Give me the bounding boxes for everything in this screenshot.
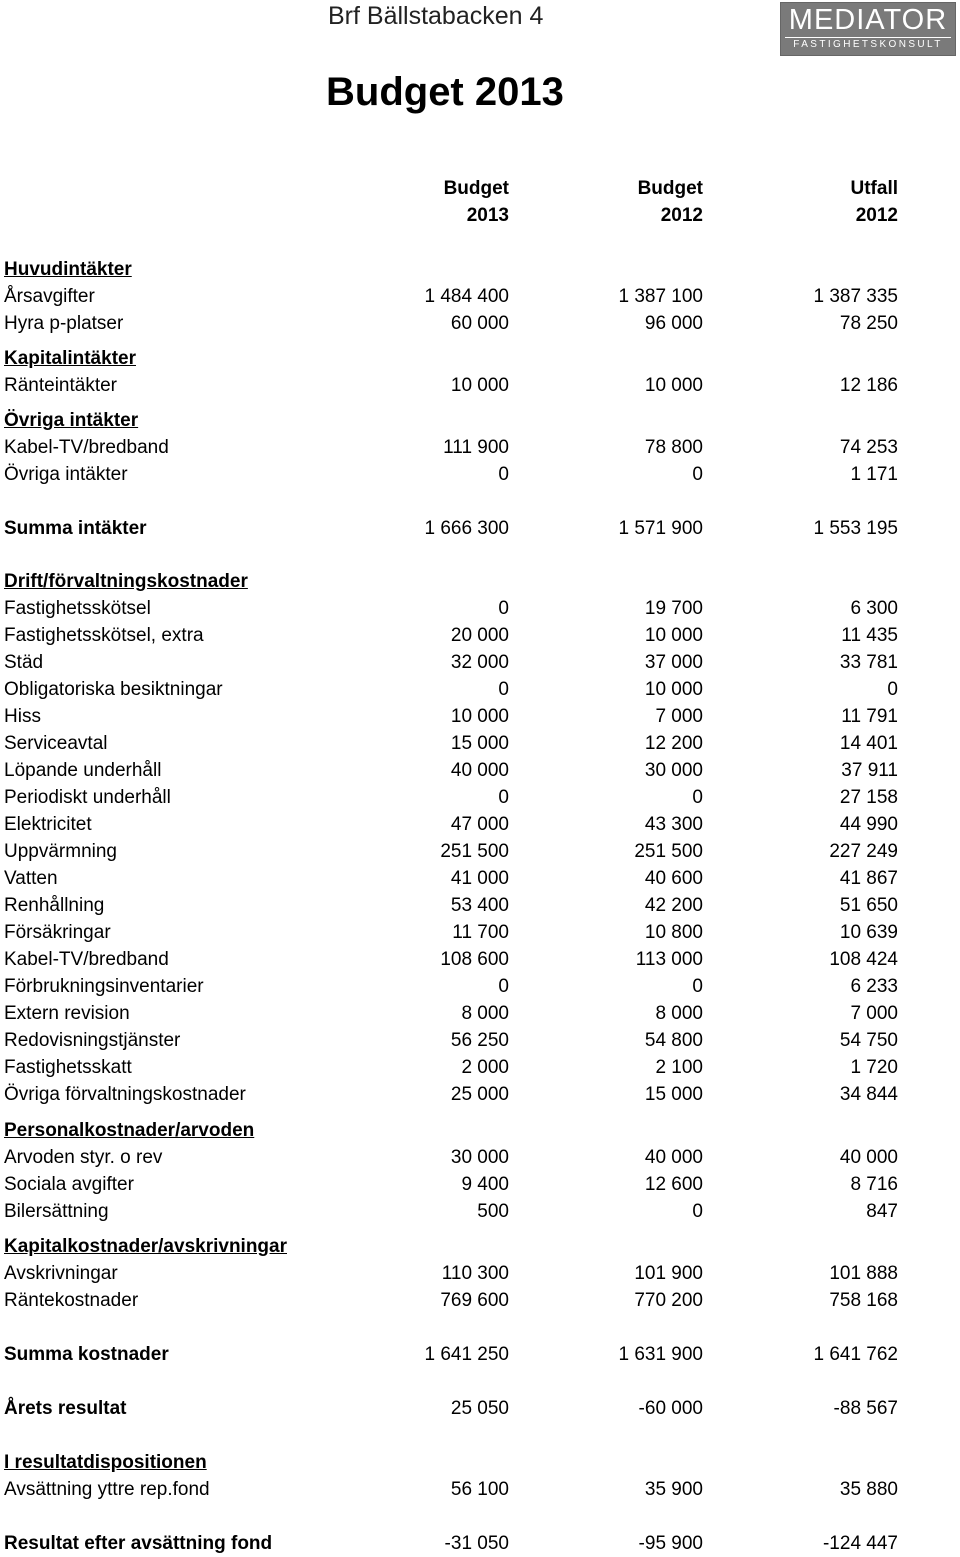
budget-2013-value: 1 641 250 <box>424 1344 509 1365</box>
budget-2012-value: 2 100 <box>655 1057 703 1078</box>
table-row <box>0 1476 960 1503</box>
budget-2012-value: -60 000 <box>638 1398 703 1419</box>
section-heading-row <box>0 1449 960 1476</box>
table-row <box>0 1287 960 1314</box>
section-heading: Huvudintäkter <box>4 259 132 280</box>
utfall-2012-value: 7 000 <box>850 1003 898 1024</box>
utfall-2012-value: 1 387 335 <box>813 286 898 307</box>
utfall-2012-value: 12 186 <box>839 375 898 396</box>
budget-2012-value: 19 700 <box>644 598 703 619</box>
utfall-2012-value: 758 168 <box>829 1290 898 1311</box>
row-label: Ränteintäkter <box>4 375 118 396</box>
table-row <box>0 919 960 946</box>
budget-2013-value: 1 484 400 <box>424 286 509 307</box>
row-label: Hiss <box>4 706 41 727</box>
total-row <box>0 1395 960 1422</box>
budget-2013-value: 0 <box>498 787 509 808</box>
table-row <box>0 461 960 488</box>
row-label: Serviceavtal <box>4 733 108 754</box>
table-row <box>0 1054 960 1081</box>
total-row <box>0 1530 960 1557</box>
section-heading: Kapitalintäkter <box>4 348 136 369</box>
budget-2013-value: 0 <box>498 598 509 619</box>
budget-2013-value: 25 050 <box>450 1398 509 1419</box>
budget-2012-value: 43 300 <box>644 814 703 835</box>
budget-2012-value: 12 200 <box>644 733 703 754</box>
row-label: Årsavgifter <box>4 286 95 307</box>
utfall-2012-value: 1 171 <box>850 464 898 485</box>
column-header-line2: 2013 <box>466 205 509 226</box>
row-label: Fastighetsskatt <box>4 1057 132 1078</box>
section-heading-row <box>0 345 960 372</box>
table-row <box>0 946 960 973</box>
budget-2012-value: 7 000 <box>655 706 703 727</box>
table-row <box>0 865 960 892</box>
budget-2013-value: 500 <box>477 1201 509 1222</box>
row-label: Kabel-TV/bredband <box>4 437 169 458</box>
column-header-utfall-2012 <box>698 175 898 229</box>
utfall-2012-value: 1 720 <box>850 1057 898 1078</box>
budget-2013-value: 10 000 <box>450 706 509 727</box>
utfall-2012-value: 37 911 <box>841 760 898 781</box>
utfall-2012-value: 0 <box>887 679 898 700</box>
row-label: Försäkringar <box>4 922 111 943</box>
utfall-2012-value: 8 716 <box>850 1174 898 1195</box>
budget-2012-value: 0 <box>692 464 703 485</box>
budget-2012-value: 54 800 <box>644 1030 703 1051</box>
row-label: Periodiskt underhåll <box>4 787 171 808</box>
budget-2012-value: 10 000 <box>644 625 703 646</box>
row-label: Elektricitet <box>4 814 92 835</box>
budget-2013-value: -31 050 <box>444 1533 509 1554</box>
budget-2012-value: 15 000 <box>644 1084 703 1105</box>
row-label: Renhållning <box>4 895 105 916</box>
budget-2012-value: 10 000 <box>644 679 703 700</box>
row-label: Arvoden styr. o rev <box>4 1147 163 1168</box>
table-row <box>0 434 960 461</box>
row-label: Avsättning yttre rep.fond <box>4 1479 210 1500</box>
budget-2012-value: 37 000 <box>644 652 703 673</box>
row-label: Redovisningstjänster <box>4 1030 181 1051</box>
utfall-2012-value: 6 300 <box>850 598 898 619</box>
row-label: Summa intäkter <box>4 518 147 539</box>
utfall-2012-value: 51 650 <box>839 895 898 916</box>
row-label: Extern revision <box>4 1003 130 1024</box>
budget-2013-value: 0 <box>498 976 509 997</box>
budget-2012-value: 78 800 <box>644 437 703 458</box>
section-heading-row <box>0 1117 960 1144</box>
row-label: Räntekostnader <box>4 1290 139 1311</box>
column-header-line1: Budget <box>637 178 703 199</box>
budget-2012-value: 0 <box>692 1201 703 1222</box>
section-heading-row <box>0 1233 960 1260</box>
budget-2013-value: 25 000 <box>450 1084 509 1105</box>
total-row <box>0 1341 960 1368</box>
utfall-2012-value: 41 867 <box>839 868 898 889</box>
table-row <box>0 703 960 730</box>
budget-2012-value: 0 <box>692 787 703 808</box>
budget-2013-value: 56 100 <box>450 1479 509 1500</box>
budget-2013-value: 15 000 <box>450 733 509 754</box>
row-label: Förbrukningsinventarier <box>4 976 204 997</box>
budget-2012-value: -95 900 <box>638 1533 703 1554</box>
row-label: Kabel-TV/bredband <box>4 949 169 970</box>
section-heading-row <box>0 256 960 283</box>
row-label: Summa kostnader <box>4 1344 169 1365</box>
section-heading: Personalkostnader/arvoden <box>4 1120 255 1141</box>
table-row <box>0 1171 960 1198</box>
budget-2012-value: 96 000 <box>644 313 703 334</box>
budget-2013-value: 10 000 <box>450 375 509 396</box>
table-row <box>0 372 960 399</box>
table-row <box>0 649 960 676</box>
utfall-2012-value: 11 791 <box>841 706 898 727</box>
utfall-2012-value: 33 781 <box>839 652 898 673</box>
table-row <box>0 1000 960 1027</box>
logo-sub-text: FASTIGHETSKONSULT <box>785 37 951 52</box>
budget-2012-value: 12 600 <box>644 1174 703 1195</box>
table-row <box>0 310 960 337</box>
budget-2012-value: 35 900 <box>644 1479 703 1500</box>
document-title: Budget 2013 <box>326 70 564 114</box>
row-label: Avskrivningar <box>4 1263 118 1284</box>
row-label: Löpande underhåll <box>4 760 162 781</box>
budget-2012-value: 10 800 <box>644 922 703 943</box>
row-label: Övriga intäkter <box>4 464 128 485</box>
utfall-2012-value: -88 567 <box>833 1398 898 1419</box>
column-header-line2: 2012 <box>660 205 703 226</box>
table-row <box>0 1081 960 1108</box>
table-row <box>0 595 960 622</box>
budget-2012-value: 40 000 <box>644 1147 703 1168</box>
table-row <box>0 757 960 784</box>
budget-2013-value: 769 600 <box>440 1290 509 1311</box>
budget-2012-value: 1 631 900 <box>618 1344 703 1365</box>
utfall-2012-value: 40 000 <box>839 1147 898 1168</box>
utfall-2012-value: 34 844 <box>839 1084 898 1105</box>
table-row <box>0 1027 960 1054</box>
row-label: Övriga förvaltningskostnader <box>4 1084 246 1105</box>
budget-2013-value: 41 000 <box>450 868 509 889</box>
table-row <box>0 730 960 757</box>
budget-2012-value: 770 200 <box>634 1290 703 1311</box>
utfall-2012-value: 10 639 <box>839 922 898 943</box>
row-label: Uppvärmning <box>4 841 117 862</box>
utfall-2012-value: 227 249 <box>829 841 898 862</box>
section-heading-row <box>0 407 960 434</box>
budget-2013-value: 0 <box>498 464 509 485</box>
logo-main-text: MEDIATOR <box>788 4 948 36</box>
row-label: Vatten <box>4 868 58 889</box>
budget-2012-value: 1 387 100 <box>618 286 703 307</box>
organization-name: Brf Bällstabacken 4 <box>328 2 544 30</box>
column-header-line1: Utfall <box>850 178 898 199</box>
budget-2013-value: 11 700 <box>452 922 509 943</box>
budget-2013-value: 47 000 <box>450 814 509 835</box>
table-row <box>0 1198 960 1225</box>
mediator-logo <box>780 2 956 56</box>
column-header-budget-2013 <box>309 175 509 229</box>
total-row <box>0 515 960 542</box>
budget-2012-value: 101 900 <box>634 1263 703 1284</box>
row-label: Årets resultat <box>4 1398 127 1419</box>
budget-2013-value: 20 000 <box>450 625 509 646</box>
budget-2013-value: 30 000 <box>450 1147 509 1168</box>
section-heading: Drift/förvaltningskostnader <box>4 571 248 592</box>
column-header-line1: Budget <box>443 178 509 199</box>
utfall-2012-value: 6 233 <box>850 976 898 997</box>
utfall-2012-value: 101 888 <box>829 1263 898 1284</box>
table-row <box>0 676 960 703</box>
row-label: Fastighetsskötsel <box>4 598 151 619</box>
column-header-line2: 2012 <box>855 205 898 226</box>
utfall-2012-value: 1 641 762 <box>813 1344 898 1365</box>
budget-2013-value: 108 600 <box>440 949 509 970</box>
table-row <box>0 622 960 649</box>
budget-2013-value: 40 000 <box>450 760 509 781</box>
budget-2013-value: 60 000 <box>450 313 509 334</box>
budget-2013-value: 1 666 300 <box>424 518 509 539</box>
utfall-2012-value: 44 990 <box>839 814 898 835</box>
budget-2013-value: 111 900 <box>443 437 509 458</box>
table-row <box>0 1144 960 1171</box>
section-heading: Övriga intäkter <box>4 410 139 431</box>
budget-2012-value: 113 000 <box>635 949 703 970</box>
budget-2013-value: 251 500 <box>440 841 509 862</box>
utfall-2012-value: 35 880 <box>839 1479 898 1500</box>
utfall-2012-value: 74 253 <box>839 437 898 458</box>
row-label: Städ <box>4 652 44 673</box>
utfall-2012-value: 1 553 195 <box>813 518 898 539</box>
budget-2012-value: 251 500 <box>634 841 703 862</box>
budget-2012-value: 1 571 900 <box>618 518 703 539</box>
utfall-2012-value: 11 435 <box>841 625 898 646</box>
row-label: Hyra p-platser <box>4 313 124 334</box>
utfall-2012-value: 78 250 <box>839 313 898 334</box>
table-row <box>0 892 960 919</box>
utfall-2012-value: 108 424 <box>829 949 898 970</box>
utfall-2012-value: 14 401 <box>839 733 898 754</box>
budget-2013-value: 8 000 <box>461 1003 509 1024</box>
table-row <box>0 784 960 811</box>
row-label: Resultat efter avsättning fond <box>4 1533 273 1554</box>
budget-2013-value: 0 <box>498 679 509 700</box>
section-heading-row <box>0 568 960 595</box>
budget-2012-value: 30 000 <box>644 760 703 781</box>
utfall-2012-value: -124 447 <box>822 1533 898 1554</box>
table-row <box>0 811 960 838</box>
row-label: Sociala avgifter <box>4 1174 134 1195</box>
table-row <box>0 283 960 310</box>
budget-2012-value: 0 <box>692 976 703 997</box>
row-label: Obligatoriska besiktningar <box>4 679 223 700</box>
budget-2012-value: 40 600 <box>644 868 703 889</box>
budget-2012-value: 10 000 <box>644 375 703 396</box>
section-heading: I resultatdispositionen <box>4 1452 207 1473</box>
table-row <box>0 1260 960 1287</box>
utfall-2012-value: 847 <box>866 1201 898 1222</box>
budget-2012-value: 8 000 <box>655 1003 703 1024</box>
table-row <box>0 973 960 1000</box>
budget-2013-value: 9 400 <box>461 1174 509 1195</box>
budget-2013-value: 110 300 <box>441 1263 509 1284</box>
row-label: Fastighetsskötsel, extra <box>4 625 204 646</box>
budget-2013-value: 2 000 <box>461 1057 509 1078</box>
budget-2013-value: 53 400 <box>450 895 509 916</box>
row-label: Bilersättning <box>4 1201 109 1222</box>
budget-2012-value: 42 200 <box>644 895 703 916</box>
column-header-budget-2012 <box>503 175 703 229</box>
utfall-2012-value: 54 750 <box>839 1030 898 1051</box>
utfall-2012-value: 27 158 <box>839 787 898 808</box>
section-heading: Kapitalkostnader/avskrivningar <box>4 1236 287 1257</box>
budget-2013-value: 32 000 <box>450 652 509 673</box>
budget-2013-value: 56 250 <box>450 1030 509 1051</box>
table-row <box>0 838 960 865</box>
